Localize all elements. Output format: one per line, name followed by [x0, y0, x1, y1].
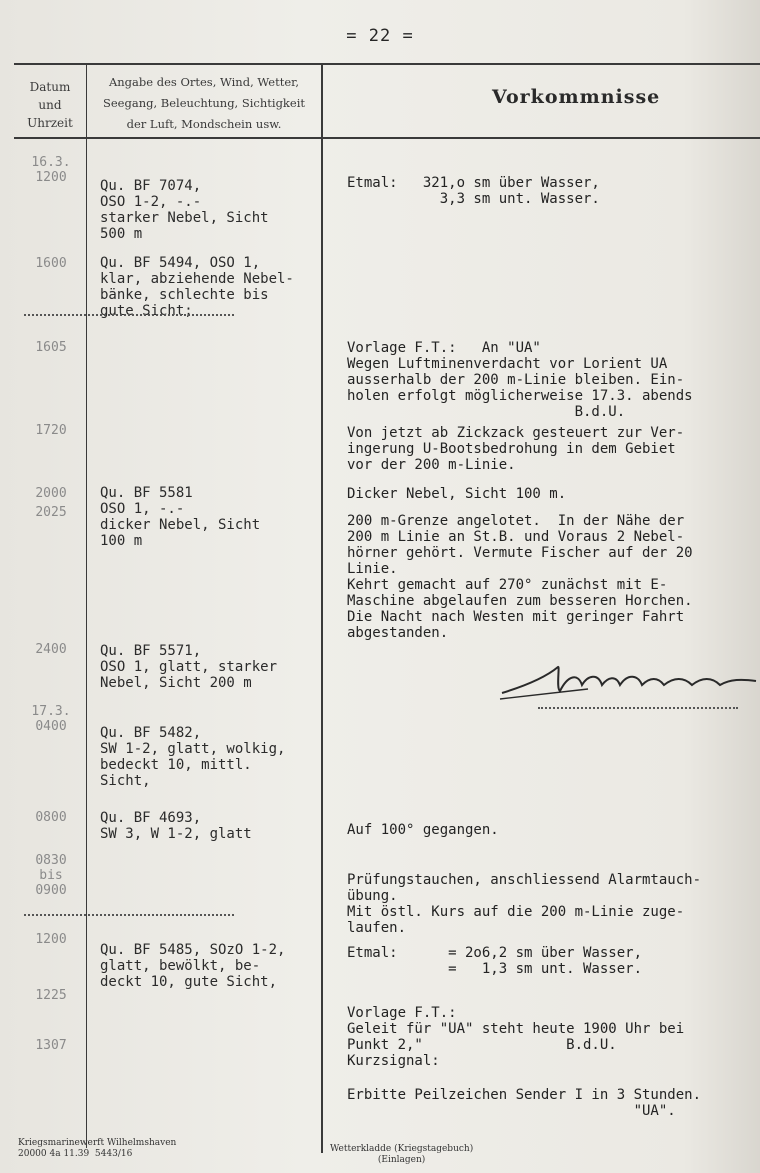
entry-event: Prüfungstauchen, anschliessend Alarmtauch- übung. Mit östl. Kurs auf die 200 m-Linie zuge- laufen.	[347, 872, 702, 936]
entry-event: Erbitte Peilzeichen Sender I in 3 Stunden. "UA".	[347, 1087, 702, 1119]
entry-location: Qu. BF 4693, SW 3, W 1-2, glatt	[100, 810, 252, 842]
entry-event: Etmal: = 2o6,2 sm über Wasser, = 1,3 sm unt. Wasser.	[347, 945, 643, 977]
entry-location: Qu. BF 5485, SOzO 1-2, glatt, bewölkt, be- deckt 10, gute Sicht,	[100, 942, 286, 990]
entry-time: 1600	[35, 256, 67, 271]
entry-time: 1605	[35, 340, 67, 355]
header-occurrences: Vorkommnisse	[492, 86, 661, 108]
dotted-separator	[24, 314, 234, 316]
header-location-weather: Angabe des Ortes, Wind, Wetter, Seegang, Beleuchtung, Sichtigkeit der Luft, Mondschein usw.	[102, 75, 306, 131]
entry-time: 2025	[35, 505, 67, 520]
entry-time: 1200	[35, 932, 67, 947]
entry-event: Auf 100° gegangen.	[347, 822, 499, 838]
entry-time: 2400	[35, 642, 67, 657]
entry-time: 2000	[35, 486, 67, 501]
footer-printer-mark: Kriegsmarinewerft Wilhelmshaven 20000 4a 11.39 5443/16	[18, 1138, 177, 1159]
entry-time: 16.3. 1200	[31, 155, 71, 185]
entry-time: 1307	[35, 1038, 67, 1053]
entry-event: Vorlage F.T.: Geleit für "UA" steht heute 1900 Uhr bei Punkt 2," B.d.U. Kurzsignal:	[347, 1005, 685, 1069]
entry-time: 1225	[35, 988, 67, 1003]
header-date-time: Datum und Uhrzeit	[27, 80, 73, 130]
signature-scribble	[498, 655, 760, 705]
header-top-rule	[14, 63, 760, 65]
entry-location: Qu. BF 7074, OSO 1-2, -.- starker Nebel, Sicht 500 m	[100, 178, 269, 242]
entry-event: Vorlage F.T.: An "UA" Wegen Luftminenverdacht vor Lorient UA ausserhalb der 200 m-Linie bleiben. Ein- holen erfolgt möglicherweise 17.3. abends B.d.U.	[347, 340, 693, 420]
entry-time: 1720	[35, 423, 67, 438]
column-divider-1	[86, 63, 87, 1148]
entry-time: 17.3. 0400	[31, 704, 71, 734]
entry-time: 0830 bis 0900	[35, 853, 67, 898]
entry-event: Von jetzt ab Zickzack gesteuert zur Ver- ingerung U-Bootsbedrohung in dem Gebiet vor der 200 m-Linie.	[347, 425, 685, 473]
entry-location: Qu. BF 5571, OSO 1, glatt, starker Nebel, Sicht 200 m	[100, 643, 278, 691]
dotted-separator	[24, 914, 234, 916]
entry-time: 0800	[35, 810, 67, 825]
entry-event: 200 m-Grenze angelotet. In der Nähe der 200 m Linie an St.B. und Voraus 2 Nebel- hörner gehört. Vermute Fischer auf der 20 Linie. Kehrt gemacht auf 270° zunächst mit E- Maschine abgelaufen zum besseren Horchen. Die Nacht nach Westen mit geringer Fahrt abgestanden.	[347, 513, 693, 641]
footer-form-title: Wetterkladde (Kriegstagebuch) (Einlagen)	[330, 1144, 474, 1165]
entry-location: Qu. BF 5482, SW 1-2, glatt, wolkig, bedeckt 10, mittl. Sicht,	[100, 725, 286, 789]
entry-event: Dicker Nebel, Sicht 100 m.	[347, 486, 567, 502]
entry-location: Qu. BF 5581 OSO 1, -.- dicker Nebel, Sicht 100 m	[100, 485, 261, 549]
entry-location: Qu. BF 5494, OSO 1, klar, abziehende Nebel- bänke, schlechte bis gute Sicht;	[100, 255, 294, 319]
page-number: = 22 =	[346, 26, 414, 46]
header-bottom-rule	[14, 137, 760, 139]
entry-event: Etmal: 321,o sm über Wasser, 3,3 sm unt. Wasser.	[347, 175, 600, 207]
signature-underline	[538, 707, 738, 709]
